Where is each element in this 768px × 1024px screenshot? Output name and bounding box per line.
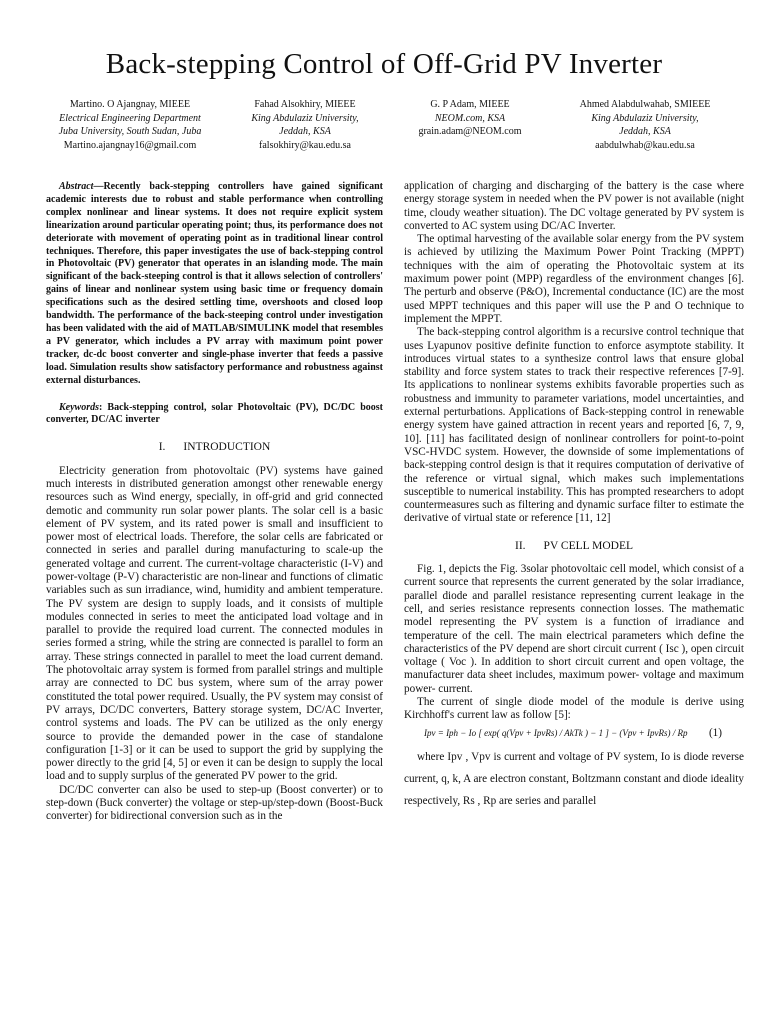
author-affiliation: Electrical Engineering Department [59,112,201,124]
body-paragraph: The back-stepping control algorithm is a recursive control technique that uses Lyapunov positive definite function to enforce asymptote stability. It introduces virtual states to a synthesize control laws that ensure global stability and force system states to track their respective references [7-9]. Its applications to nonlinear systems exhibits favorable properties such as robustness and immunity to parameter variations, model uncertainties, and external perturbations. Applications of Back-stepping control in renewable energy system have gained attraction in recent years and reported [6, 7, 9, 10]. [11] has facilitated design of nonlinear controllers for point-to-point VSC-HVDC system. However, the downside of some implementations of back-stepping control design is that it requires computation of derivative of the reference or virtual signal, which makes such implementations susceptible to numerical instability. This has prompted researchers to adopt countermeasures such as filtering and dynamic surface filter to estimate the derivative of virtual state or reference [11, 12] [404,326,744,525]
author-2 [220,98,390,152]
author-name: Martino. O Ajangnay, MIEEE [69,99,191,110]
author-affiliation: NEOM.com, KSA [434,112,506,124]
body-paragraph: The optimal harvesting of the available solar energy from the PV system is achieved by utilizing the Maximum Power Point Tracking (MPPT) techniques with the aim of operating the Photovoltaic system at its maximum power point (MPP) regardless of the environment changes [6]. The perturb and observe (P&O), Incremental conductance (IC) are the most used MPPT techniques and this paper will use the P and O technique to implement the MPPT. [404,233,744,325]
keywords-label: Keywords [59,401,99,413]
author-1 [40,98,220,152]
intro-paragraph: Electricity generation from photovoltaic (PV) systems have gained much interests in distributed generation amongst other renewable energy resources such as Wind energy, specially, in off-grid and grid connected demotic and community run solar power plants. The solar cell is a basic element of PV system, and its rated power is small and insufficient to power most of electrical loads. Therefore, the solar cells are fabricated or connected in series and parallel during manufacturing to scale-up the generated voltage and current. The current-voltage characteristic (I-V) and power-voltage (P-V) characteristic are non-linear and functions of climatic variables such as sun irradiance, wind, humidity and ambient temperature. The PV system are design to supply loads, and it consists of multiple modules connected in series to meet the anticipated load voltage and in parallel to provide the required load current. The connected modules in series formed a string, while the string are connected is parallel to form an array. These strings connected in parallel to meet the load current demand. The photovoltaic array system is formed from parallel strings and multiple array are connected to DC bus system, where sum of the array power constituted the total power required. Usually, the PV system may consist of PV arrays, DC/DC converters, Battery storage system, DC/AC Inverter, control systems and loads. The PV can be utilized as the only energy source to provide the demanded power in the case of standalone configuration [1-3] or it can be used to support the grid by supplying the power directly to the grid [4, 5] or even it can be design to supply the local load and to supply surplus of the generated PV power to the grid. [46,464,383,783]
author-location: Jeddah, KSA [619,126,671,138]
intro-paragraph: DC/DC converter can also be used to step-up (Boost converter) or to step-down (Buck converter) the voltage or step-up/step-down (Boost-Buck converter) for bidirectional conversion such as in the [46,783,383,823]
left-column [46,181,383,824]
author-location: Jeddah, KSA [279,126,331,138]
section-heading-introduction [46,441,383,454]
author-affiliation: King Abdulaziz University, [591,112,699,124]
author-name: G. P Adam, MIEEE [430,99,510,110]
keywords-text: : Back-stepping control, solar Photovoltaic (PV), DC/DC boost converter, DC/AC inverter [46,401,383,426]
paper-title: Back-stepping Control of Off-Grid PV Inverter [105,48,663,80]
pv-paragraph: The current of single diode model of the module is derive using Kirchhoff's current law as follow [5]: [404,695,744,722]
author-email: Martino.ajangnay16@gmail.com [63,139,197,151]
author-email: grain.adam@NEOM.com [418,126,522,138]
section-number: II. [515,539,526,552]
pv-paragraph: Fig. 1, depicts the Fig. 3solar photovoltaic cell model, which consist of a current source that represents the current generated by the solar irradiance, parallel diode and parallel resistance representing current leakage in the cell, and series resistance represents connection losses. The mathematic model representing the PV system is a function of irradiance and temperature of the cell. The main electrical parameters which define the characteristics of the PV depend are short circuit current ( Isc ), open circuit voltage ( Voc ). In addition to short circuit current and open voltage, the manufacturer data sheet includes, maximum power- voltage and maximum power- current. [404,563,744,695]
author-location: Juba University, South Sudan, Juba [58,126,202,138]
author-email: aabdulwhab@kau.edu.sa [595,139,695,151]
section-title: INTRODUCTION [183,441,271,454]
equation-1 [404,727,744,740]
abstract-label: Abstract [59,181,94,192]
body-paragraph: application of charging and discharging of the battery is the case where energy storage system in needed when the PV power is not available (night time, cloudy weather situation). The DC voltage generated by PV system is converted to AC system using DC/AC Inverter. [404,180,744,232]
section-number: I. [158,441,166,454]
abstract-text: —Recently back-stepping controllers have gained significant academic interests due to robust and stable performance when controlling complex nonlinear and linear systems. It does not require explicit system linearization around particular operating point; thus, its performance does not deteriorate with movement of operating point as in traditional linear control techniques. Therefore, this paper investigates the use of back-stepping control in Photovoltaic (PV) generator that operates in an islanding mode. The main significant of the back-steeping control is that it allows selection of controllers' gains of linear and nonlinear system using basic time or frequency domain specifications such as the desired settling time, overshoots and closed loop bandwidth. The performance of the back-steeping control under investigation has been validated with the aid of MATLAB/SIMULINK model that resembles a PV generator, which includes a PV array with maximum point power tracker, dc-dc boost converter and single-phase inverter that feeds a passive load. Simulation results show satisfactory performance and robustness against external disturbances. [46,181,383,386]
abstract [46,181,383,388]
author-3 [390,98,550,139]
author-4 [550,98,740,152]
section-heading-pv-cell-model [404,540,744,553]
equation-expression: Ipv = Iph − Io [ exp( q(Vpv + IpvRs) / AkTk ) − 1 ] − (Vpv + IpvRs) / Rp [424,727,688,738]
keywords [46,402,383,428]
author-email: falsokhiry@kau.edu.sa [259,139,351,151]
section-title: PV CELL MODEL [543,539,633,552]
author-name: Ahmed Alabdulwahab, SMIEEE [579,99,711,110]
equation-number: (1) [708,726,722,739]
author-name: Fahad Alsokhiry, MIEEE [254,99,356,110]
author-affiliation: King Abdulaziz University, [251,112,359,124]
pv-paragraph: where Ipv , Vpv is current and voltage of PV system, Io is diode reverse current, q, k, A are electron constant, Boltzmann constant and diode ideality respectively, Rs , Rp are series and parallel [404,750,744,807]
right-column [404,180,744,812]
